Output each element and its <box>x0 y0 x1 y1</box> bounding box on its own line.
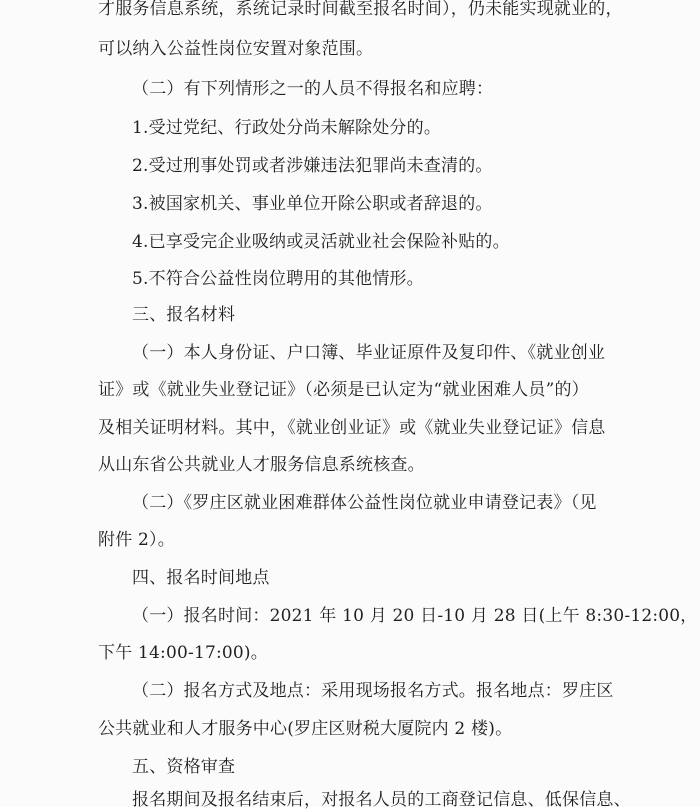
text-line: 证》或《就业失业登记证》（必须是已认定为“就业困难人员”的） <box>98 380 589 400</box>
text-line: 及相关证明材料。其中，《就业创业证》或《就业失业登记证》信息 <box>98 418 606 438</box>
text-line: 才服务信息系统，系统记录时间截至报名时间），仍未能实现就业的， <box>98 0 623 19</box>
text-line: 公共就业和人才服务中心(罗庄区财税大厦院内 2 楼)。 <box>98 719 513 739</box>
text-line: （二）《罗庄区就业困难群体公益性岗位就业申请登记表》（见 <box>132 493 597 513</box>
section-heading: 五、资格审查 <box>132 757 236 777</box>
section-heading: 四、报名时间地点 <box>132 568 270 588</box>
text-line: 附件 2）。 <box>98 530 175 550</box>
text-line: （二）报名方式及地点：采用现场报名方式。报名地点：罗庄区 <box>132 681 614 701</box>
section-heading: 三、报名材料 <box>132 305 236 325</box>
list-item: 5.不符合公益性岗位聘用的其他情形。 <box>132 269 424 289</box>
text-line: （一）报名时间：2021 年 10 月 20 日-10 月 28 日(上午 8:30-12:00， <box>132 606 698 626</box>
list-item: 4.已享受完企业吸纳或灵活就业社会保险补贴的。 <box>132 232 510 252</box>
text-line: 报名期间及报名结束后，对报名人员的工商登记信息、低保信息、 <box>132 790 631 810</box>
text-line: （一）本人身份证、户口簿、毕业证原件及复印件、《就业创业 <box>132 343 606 363</box>
section-heading: （二）有下列情形之一的人员不得报名和应聘： <box>132 79 494 99</box>
text-line: 可以纳入公益性岗位安置对象范围。 <box>98 39 374 59</box>
list-item: 1.受过党纪、行政处分尚未解除处分的。 <box>132 118 442 138</box>
list-item: 2.受过刑事处罚或者涉嫌违法犯罪尚未查清的。 <box>132 156 493 176</box>
text-line: 从山东省公共就业人才服务信息系统核查。 <box>98 455 425 475</box>
text-line: 下午 14:00-17:00)。 <box>98 643 268 663</box>
list-item: 3.被国家机关、事业单位开除公职或者辞退的。 <box>132 194 493 214</box>
